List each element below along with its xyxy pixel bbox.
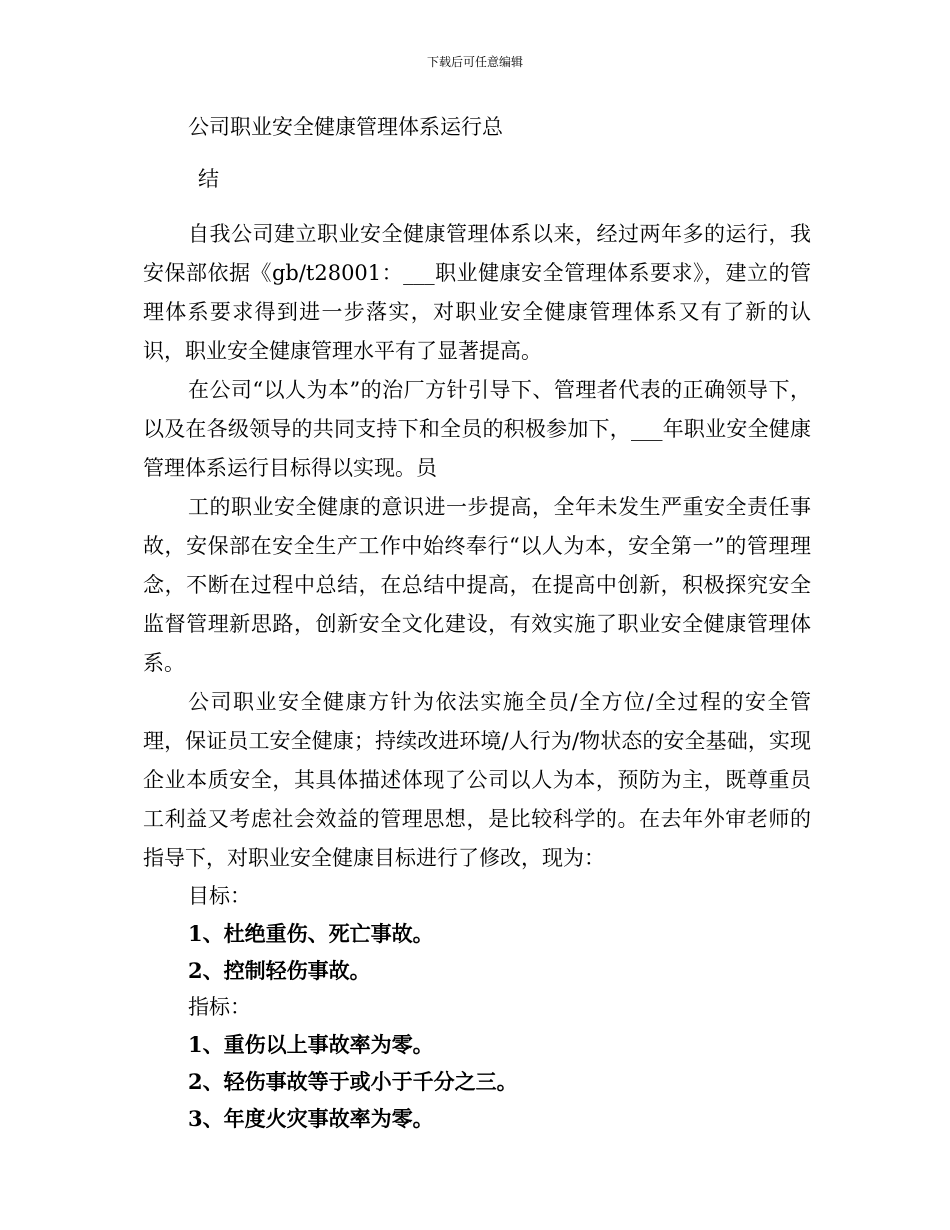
- document-title-line-1: 公司职业安全健康管理体系运行总: [188, 115, 503, 139]
- goal-item: 1、杜绝重伤、死亡事故。: [188, 921, 434, 946]
- indicator-item: 1、重伤以上事故率为零。: [188, 1032, 434, 1057]
- paragraph-intro: 自我公司建立职业安全健康管理体系以来，经过两年多的运行，我安保部依据《gb/t28001：___职业健康安全管理体系要求》，建立的管理体系要求得到进一步落实，对职业安全健康管理体系又有了新的认识，职业安全健康管理水平有了显著提高。: [143, 222, 811, 363]
- page-header: 下载后可任意编辑: [426, 55, 523, 69]
- goals-label: 目标：: [188, 884, 251, 908]
- indicator-item: 2、轻伤事故等于或小于千分之三。: [188, 1069, 518, 1094]
- document-body: [143, 105, 811, 1137]
- indicators-label: 指标：: [188, 995, 251, 1019]
- goal-item: 2、控制轻伤事故。: [188, 958, 371, 983]
- indicator-item: 3、年度火灾事故率为零。: [188, 1106, 434, 1131]
- document-title-line-2: 结: [198, 167, 219, 191]
- paragraph-policy: 公司职业安全健康方针为依法实施全员/全方位/全过程的安全管理，保证员工安全健康；持续改进环境/人行为/物状态的安全基础，实现企业本质安全，其具体描述体现了公司以人为本，预防为主，既尊重员工利益又考虑社会效益的管理思想，是比较科学的。在去年外审老师的指导下，对职业安全健康目标进行了修改，现为：: [143, 690, 811, 870]
- paragraph-awareness: 工的职业安全健康的意识进一步提高，全年未发生严重安全责任事故，安保部在安全生产工作中始终奉行“以人为本，安全第一”的管理理念，不断在过程中总结，在总结中提高，在提高中创新，积极探究安全监督管理新思路，创新安全文化建设，有效实施了职业安全健康管理体系。: [143, 495, 811, 675]
- paragraph-guidance: 在公司“以人为本”的治厂方针引导下、管理者代表的正确领导下，以及在各级领导的共同支持下和全员的积极参加下，___年职业安全健康管理体系运行目标得以实现。员: [143, 378, 811, 480]
